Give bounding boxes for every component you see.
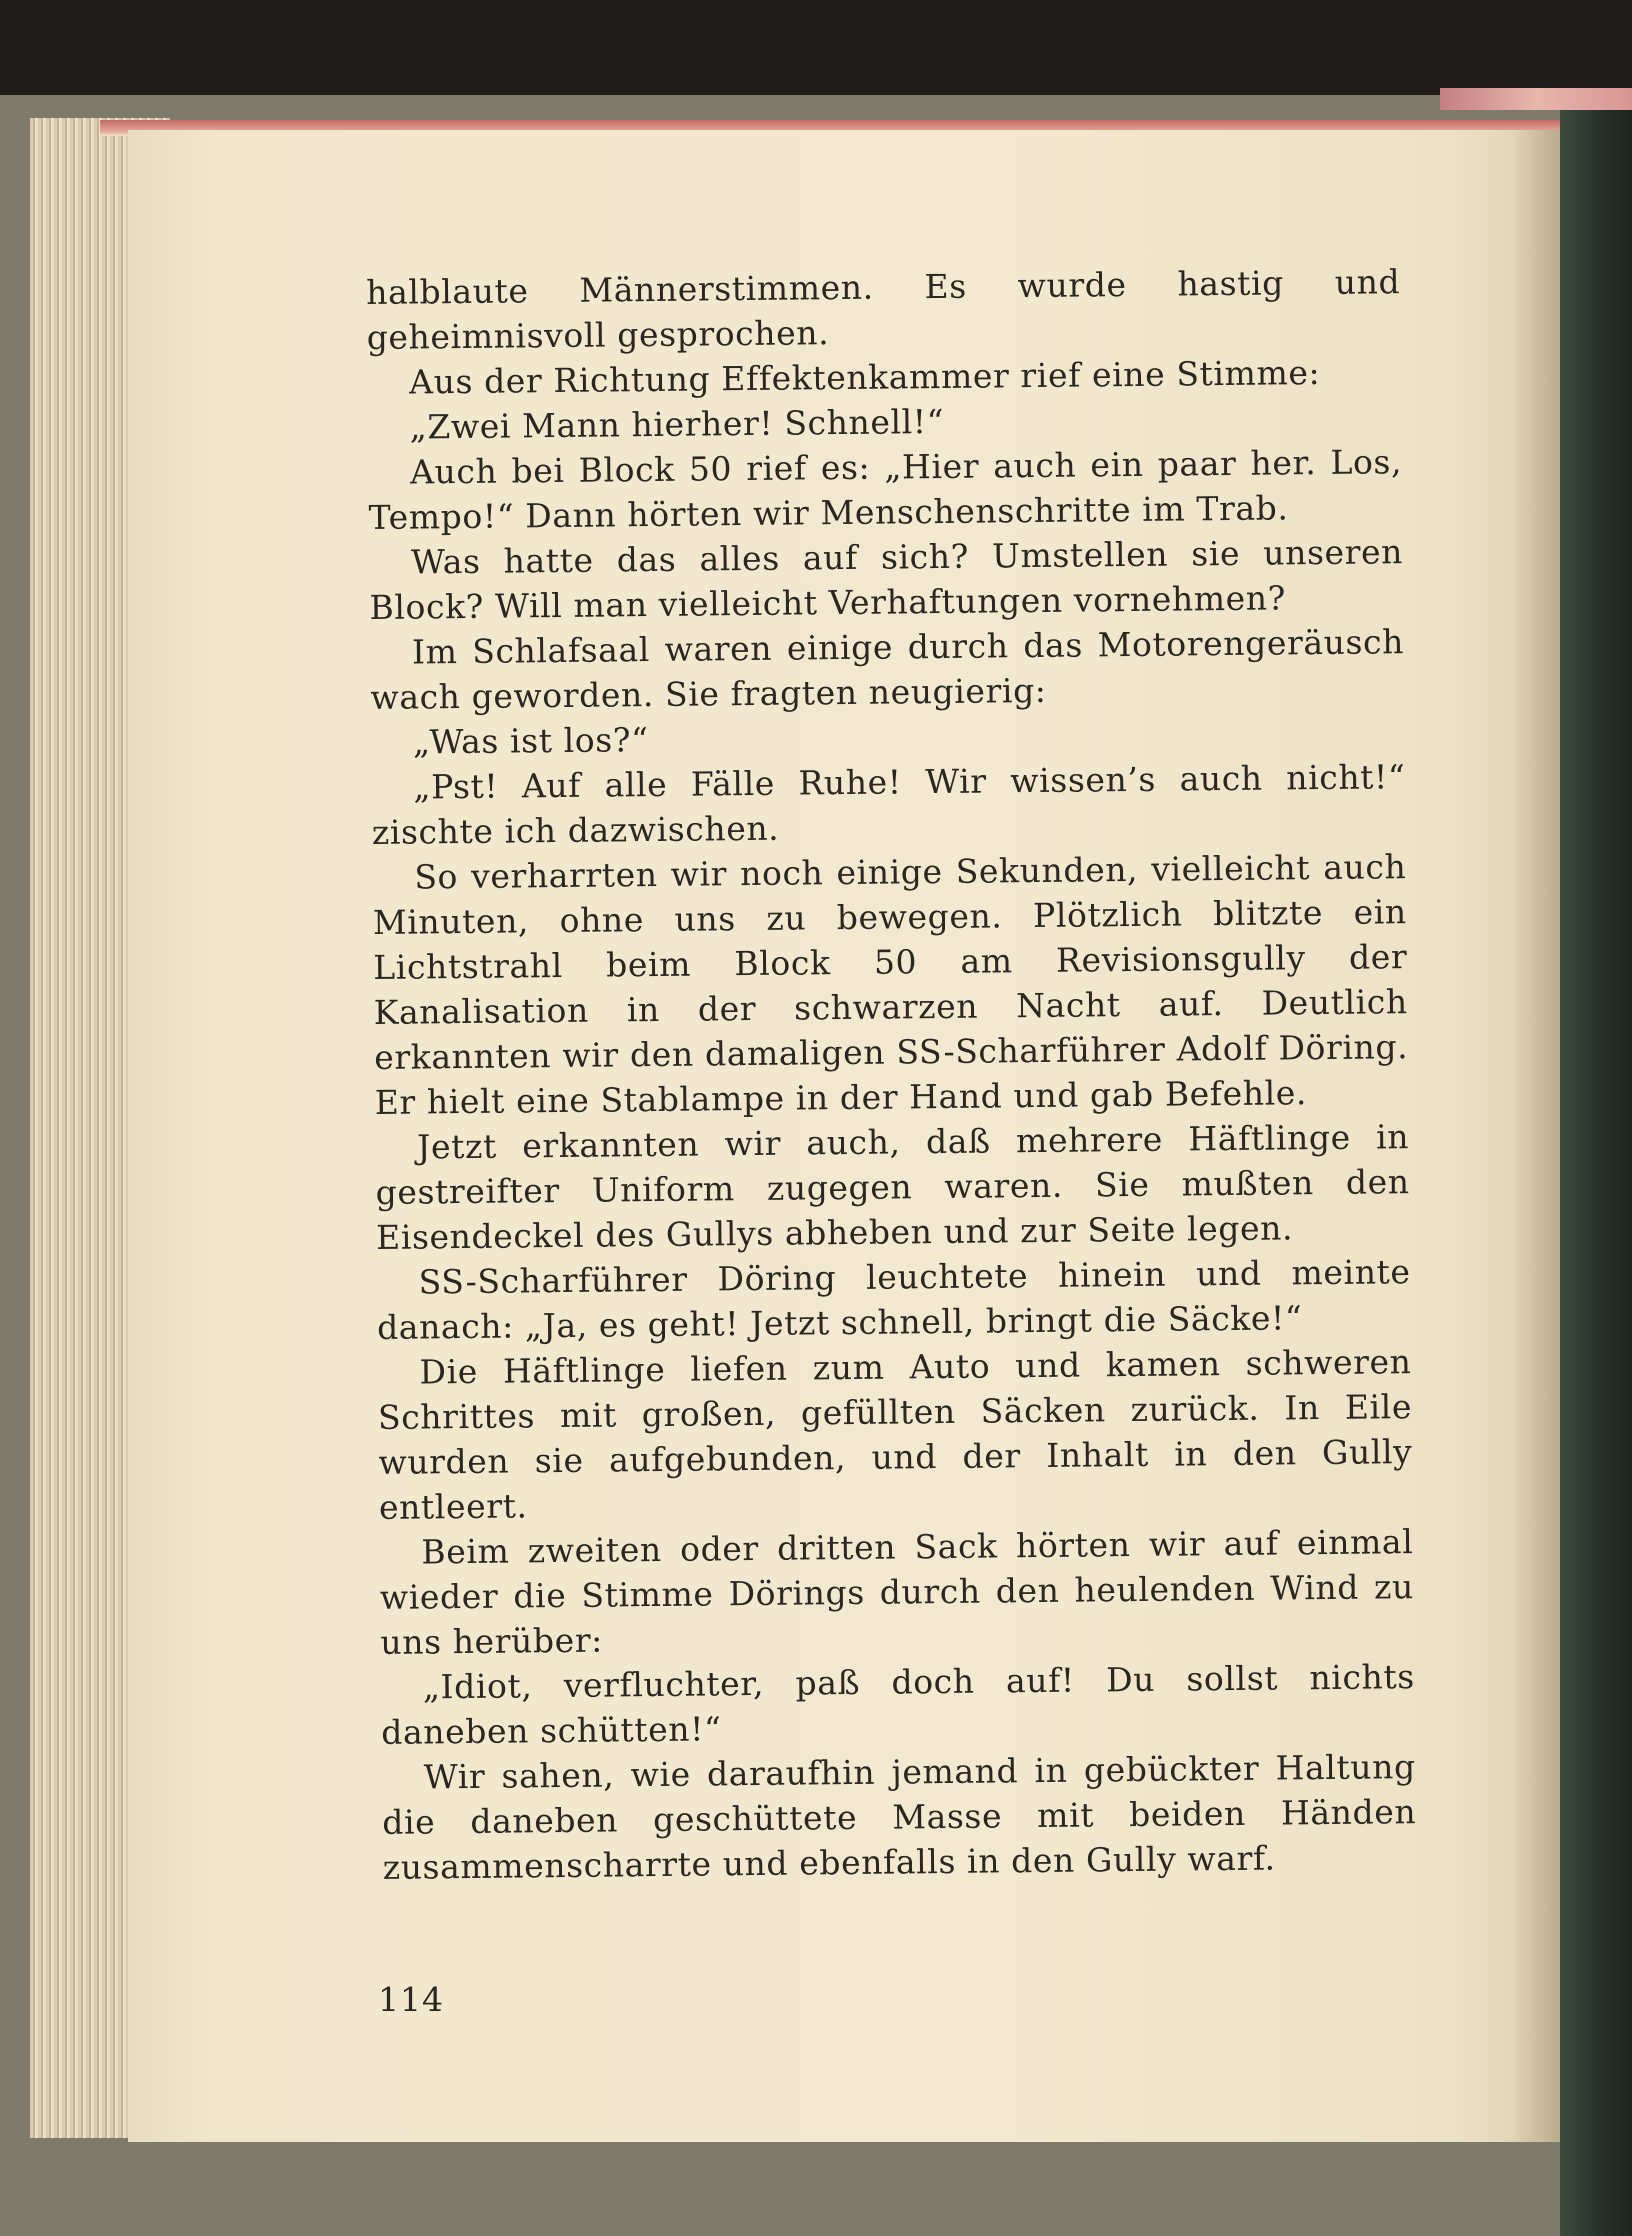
paragraph: So verharrten wir noch einige Sekunden, vielleicht auch Minuten, ohne uns zu bewegen. Plötzlich blitzte ein Lichtstrahl beim Block 50 am Revisionsgully der Kanalisation in der schwarzen Nacht auf. Deutlich erkannten wir den damaligen SS-Scharführer Adolf Döring. Er hielt eine Stablampe in der Hand und gab Befehle. xyxy=(372,847,1409,1122)
paragraph: „Was ist los?“ xyxy=(412,720,649,762)
paragraph: Aus der Richtung Effektenkammer rief eine Stimme: xyxy=(408,353,1321,402)
page-number: 114 xyxy=(378,1980,444,2019)
paragraph: Was hatte das alles auf sich? Umstellen sie unseren Block? Will man vielleicht Verhaftungen vornehmen? xyxy=(369,532,1404,627)
paragraph: Beim zweiten oder dritten Sack hörten wir auf einmal wieder die Stimme Dörings durch den heulenden Wind zu uns herüber: xyxy=(379,1522,1415,1662)
page-gutter-shadow xyxy=(1510,130,1560,2142)
page-text xyxy=(366,259,1417,1890)
paragraph: Die Häftlinge liefen zum Auto und kamen schweren Schrittes mit großen, gefüllten Säcken zurück. In Eile wurden sie aufgebunden, und der Inhalt in den Gully entleert. xyxy=(377,1342,1413,1527)
paragraph: „Pst! Auf alle Fälle Ruhe! Wir wissen’s auch nicht!“ zischte ich dazwischen. xyxy=(371,757,1406,852)
paragraph: halblaute Männerstimmen. Es wurde hastig und geheimnisvoll gesprochen. xyxy=(366,262,1401,357)
paragraph: Auch bei Block 50 rief es: „Hier auch ein paar her. Los, Tempo!“ Dann hörten wir Menschenschritte im Trab. xyxy=(368,442,1403,537)
headband xyxy=(1440,88,1632,110)
paragraph: „Zwei Mann hierher! Schnell!“ xyxy=(409,401,945,447)
paragraph: „Idiot, verfluchter, paß doch auf! Du sollst nichts daneben schütten!“ xyxy=(381,1657,1415,1752)
paragraph: Jetzt erkannten wir auch, daß mehrere Häftlinge in gestreifter Uniform zugegen waren. Sie mußten den Eisendeckel des Gullys abheben und zur Seite legen. xyxy=(375,1117,1410,1257)
paragraph: Wir sahen, wie daraufhin jemand in gebückter Haltung die daneben geschüttete Masse mit beiden Händen zusammenscharrte und ebenfalls in den Gully warf. xyxy=(382,1747,1417,1887)
paragraph: Im Schlafsaal waren einige durch das Motorengeräusch wach geworden. Sie fragten neugierig: xyxy=(370,622,1405,717)
book-spine xyxy=(1560,88,1632,2236)
paragraph: SS-Scharführer Döring leuchtete hinein und meinte danach: „Ja, es geht! Jetzt schnell, bringt die Säcke!“ xyxy=(376,1252,1411,1347)
